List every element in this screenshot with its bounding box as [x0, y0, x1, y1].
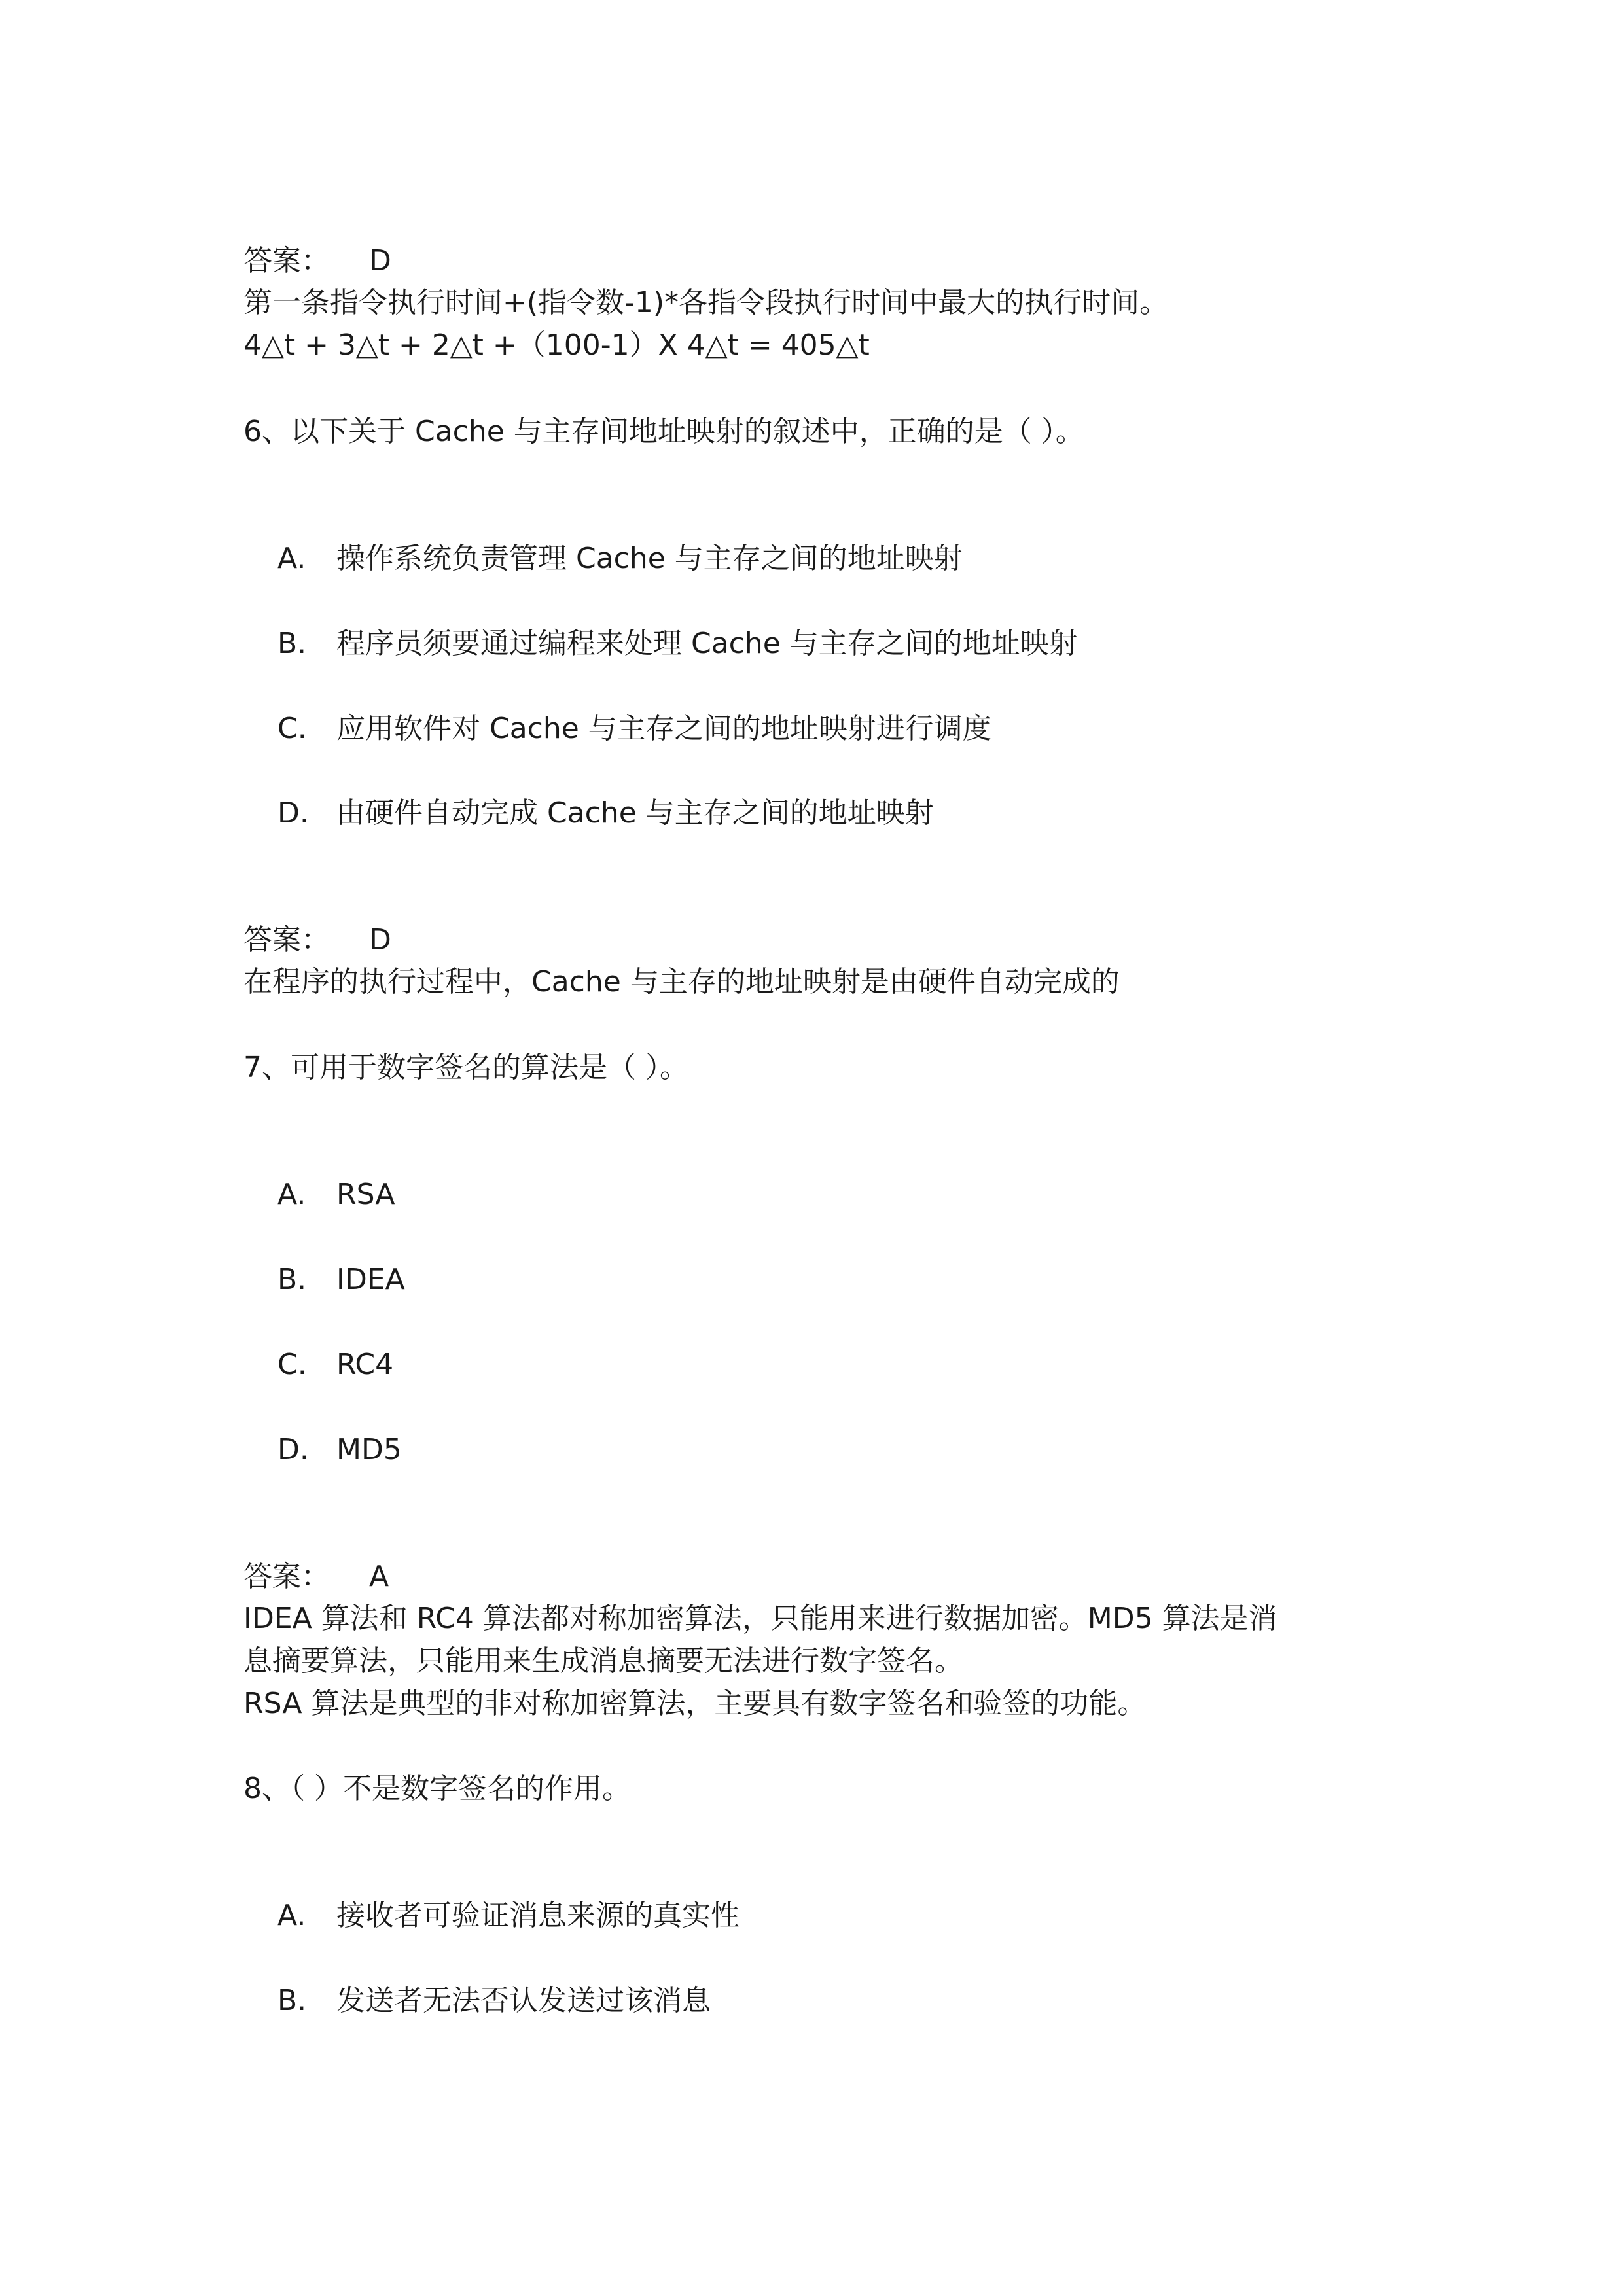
option-text: 操作系统负责管理 Cache 与主存之间的地址映射: [336, 542, 963, 575]
q6-option-c: [277, 711, 991, 747]
option-text: 由硬件自动完成 Cache 与主存之间的地址映射: [336, 796, 934, 830]
option-letter: B.: [277, 1263, 307, 1296]
option-text: 发送者无法否认发送过该消息: [336, 1984, 711, 2017]
option-letter: A.: [277, 542, 306, 575]
q6-explanation-line-1: 在程序的执行过程中，Cache 与主存的地址映射是由硬件自动完成的: [243, 965, 1120, 998]
q7-option-a: [277, 1176, 395, 1213]
option-text: RSA: [336, 1178, 395, 1211]
q7-question: 7、可用于数字签名的算法是（ ）。: [243, 1051, 688, 1084]
q8-question: 8、（ ）不是数字签名的作用。: [243, 1772, 631, 1805]
q6-answer: [243, 922, 391, 959]
q5-answer-value: D: [369, 244, 391, 277]
option-letter: A.: [277, 1178, 306, 1211]
option-letter: C.: [277, 1348, 307, 1381]
option-text: MD5: [336, 1433, 402, 1466]
q5-explanation-line-1: 第一条指令执行时间+(指令数-1)*各指令段执行时间中最大的执行时间。: [243, 286, 1169, 319]
q7-option-d: [277, 1432, 402, 1468]
q7-explanation-line-1: IDEA 算法和 RC4 算法都对称加密算法，只能用来进行数据加密。MD5 算法是消: [243, 1602, 1277, 1635]
q5-explanation-line-2: 4△t + 3△t + 2△t +（100-1）X 4△t = 405△t: [243, 328, 870, 362]
option-letter: D.: [277, 796, 309, 830]
q6-question: 6、以下关于 Cache 与主存间地址映射的叙述中，正确的是（ ）。: [243, 415, 1084, 448]
option-letter: A.: [277, 1899, 306, 1932]
q6-answer-label: 答案：: [243, 923, 330, 957]
option-letter: C.: [277, 712, 307, 745]
q7-answer-value: A: [369, 1560, 389, 1593]
q7-answer: [243, 1559, 389, 1595]
option-letter: B.: [277, 1984, 307, 2017]
option-text: 接收者可验证消息来源的真实性: [336, 1899, 740, 1932]
q6-option-b: [277, 626, 1078, 662]
q7-answer-label: 答案：: [243, 1560, 330, 1593]
option-letter: D.: [277, 1433, 309, 1466]
q6-option-d: [277, 795, 934, 832]
option-text: RC4: [336, 1348, 394, 1381]
q5-answer: [243, 243, 391, 279]
q6-answer-value: D: [369, 923, 391, 957]
option-text: 程序员须要通过编程来处理 Cache 与主存之间的地址映射: [336, 627, 1078, 660]
q7-explanation-line-3: RSA 算法是典型的非对称加密算法，主要具有数字签名和验签的功能。: [243, 1687, 1147, 1720]
q8-option-b: [277, 1983, 711, 2019]
option-letter: B.: [277, 627, 307, 660]
q5-answer-label: 答案：: [243, 244, 330, 277]
q6-option-a: [277, 540, 963, 577]
option-text: IDEA: [336, 1263, 405, 1296]
q7-option-c: [277, 1347, 393, 1383]
q8-option-a: [277, 1898, 740, 1934]
q7-explanation-line-2: 息摘要算法，只能用来生成消息摘要无法进行数字签名。: [243, 1644, 963, 1678]
q7-option-b: [277, 1262, 405, 1298]
option-text: 应用软件对 Cache 与主存之间的地址映射进行调度: [336, 712, 991, 745]
